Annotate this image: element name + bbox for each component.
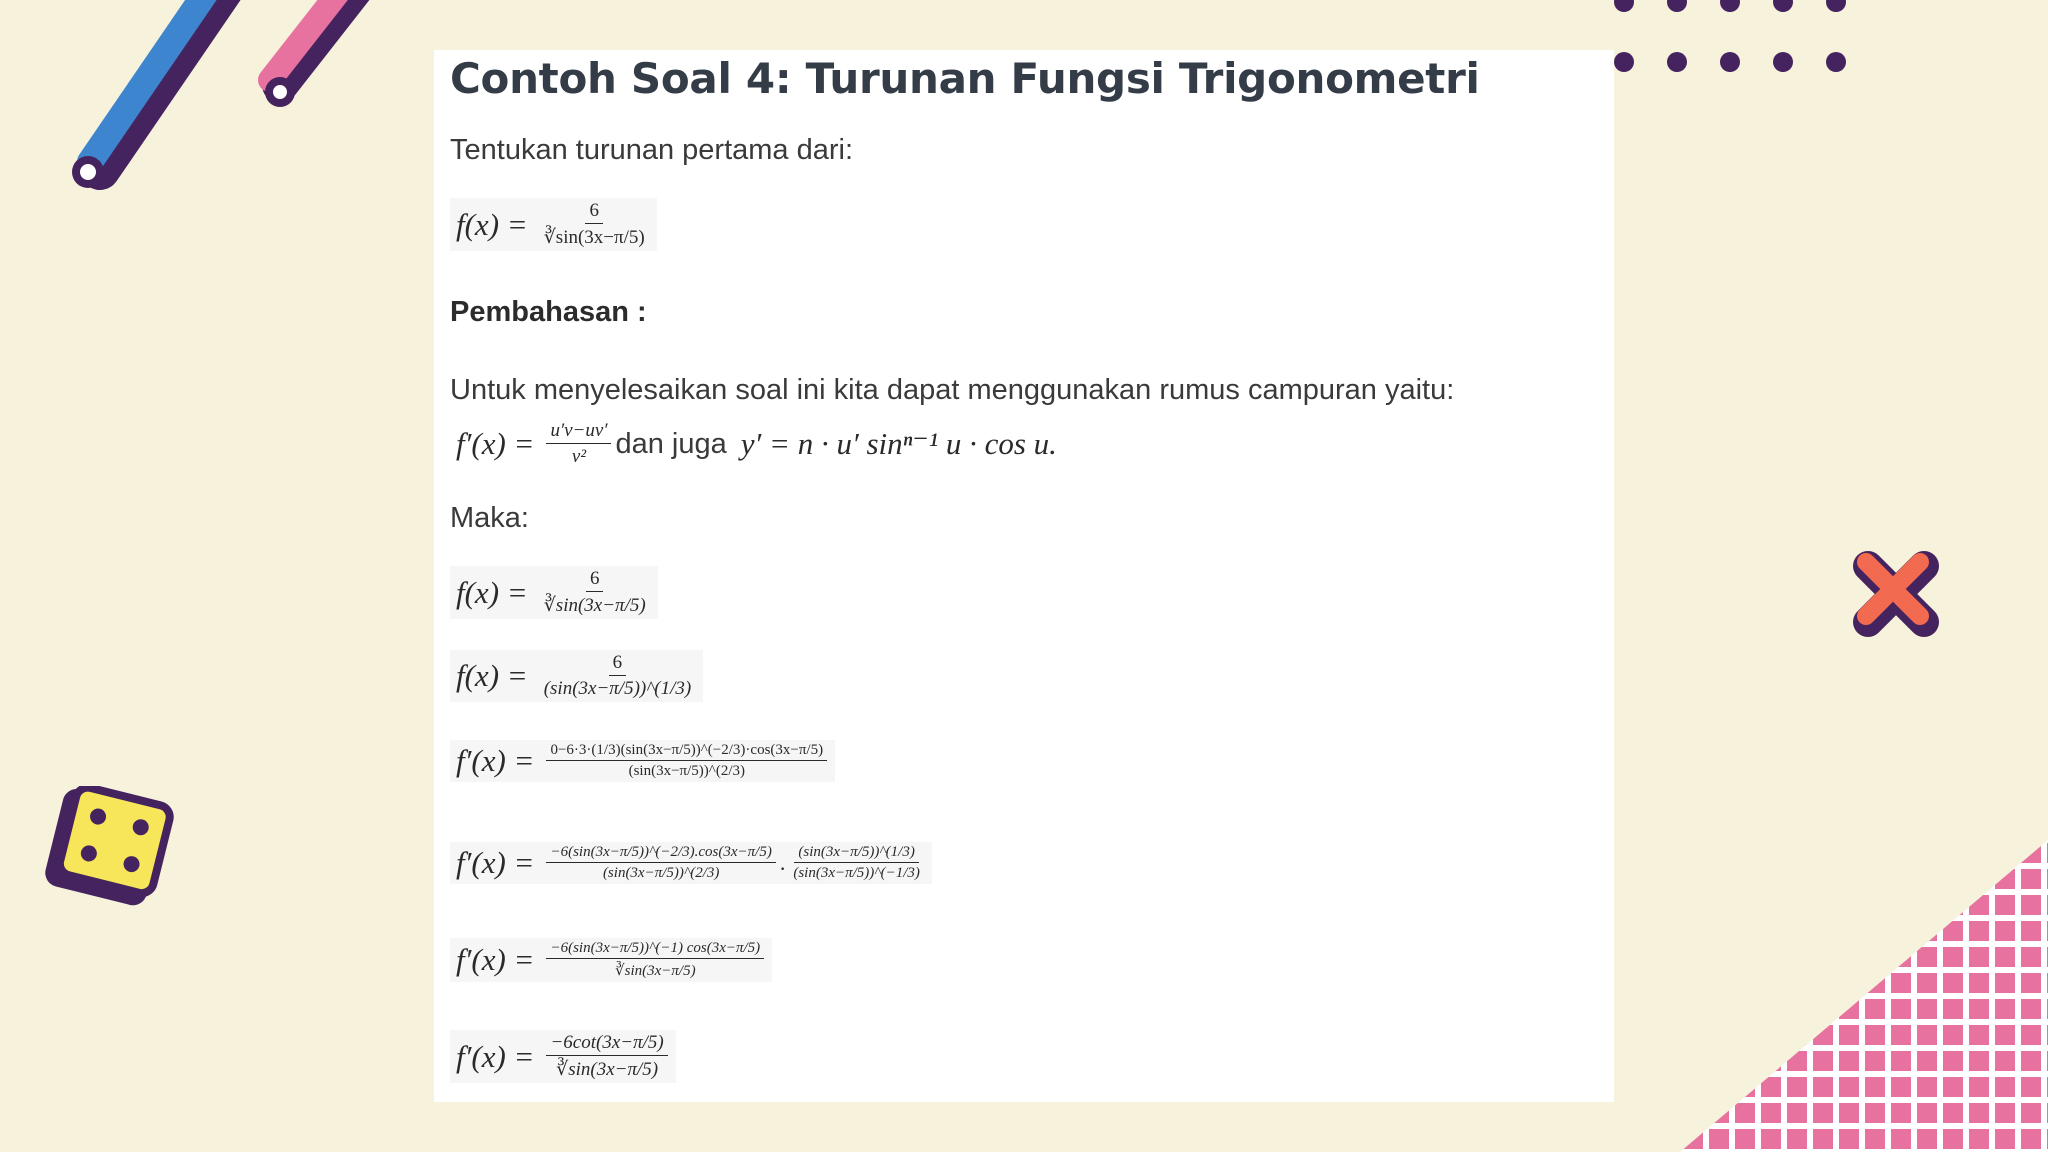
- fraction: [546, 844, 775, 882]
- multiply-dot: .: [779, 850, 786, 875]
- denominator: ∛sin(3x−π/5): [543, 227, 645, 248]
- connector-text: dan juga: [615, 427, 727, 460]
- content-card: [434, 50, 1614, 1102]
- fraction: [540, 652, 695, 700]
- step-formula: [450, 842, 932, 884]
- pipes-decoration: [50, 0, 410, 200]
- denominator: (sin(3x−π/5))^(2/3): [628, 763, 745, 779]
- intro-text: Tentukan turunan pertama dari:: [450, 134, 854, 166]
- numerator: 6: [586, 568, 604, 592]
- numerator: −6cot(3x−π/5): [546, 1032, 667, 1056]
- denominator: v²: [571, 446, 587, 467]
- numerator: −6(sin(3x−π/5))^(−1) cos(3x−π/5): [546, 940, 764, 959]
- dots-decoration: [1600, 0, 1860, 80]
- page-title: Contoh Soal 4: Turunan Fungsi Trigonometri: [450, 54, 1480, 103]
- grid-decoration: [1680, 840, 2048, 1152]
- pembahasan-heading: Pembahasan :: [450, 296, 647, 328]
- fraction: [540, 200, 649, 249]
- step-formula: [450, 650, 703, 702]
- numerator: 6: [585, 200, 603, 224]
- fraction: [540, 568, 650, 617]
- fraction: [789, 844, 924, 882]
- fraction: [546, 1032, 667, 1081]
- step-formula: [450, 1030, 676, 1083]
- formula-lhs: f′(x) =: [456, 1038, 535, 1074]
- denominator: (sin(3x−π/5))^(−1/3): [793, 865, 920, 881]
- x-mark-decoration: [1846, 544, 1946, 644]
- chain-rule: y′ = n · u′ sinⁿ⁻¹ u · cos u.: [740, 426, 1057, 461]
- problem-formula: [450, 198, 657, 251]
- step-formula: [450, 938, 772, 982]
- fraction: [546, 940, 764, 980]
- rule-formula: [450, 418, 1063, 470]
- numerator: 6: [609, 652, 627, 676]
- denominator: (sin(3x−π/5))^(1/3): [543, 678, 692, 699]
- fraction: [546, 742, 827, 780]
- numerator: u′v−uv′: [546, 420, 611, 444]
- maka-label: Maka:: [450, 502, 529, 534]
- numerator: 0−6·3·(1/3)(sin(3x−π/5))^(−2/3)·cos(3x−π/5): [546, 742, 827, 761]
- denominator: ∛sin(3x−π/5): [556, 1059, 659, 1080]
- formula-lhs: f′(x) =: [456, 845, 535, 880]
- denominator: (sin(3x−π/5))^(2/3): [602, 865, 720, 881]
- formula-lhs: f(x) =: [456, 658, 528, 693]
- fraction: [546, 420, 611, 468]
- formula-lhs: f′(x) =: [456, 942, 535, 977]
- formula-lhs: f(x) =: [456, 206, 528, 242]
- denominator: ∛sin(3x−π/5): [543, 595, 646, 616]
- formula-lhs: f′(x) =: [456, 426, 535, 461]
- step-formula: [450, 740, 835, 782]
- dice-decoration: [38, 786, 178, 916]
- formula-lhs: f(x) =: [456, 574, 528, 610]
- numerator: −6(sin(3x−π/5))^(−2/3).cos(3x−π/5): [546, 844, 775, 863]
- numerator: (sin(3x−π/5))^(1/3): [794, 844, 918, 863]
- step-formula: [450, 566, 658, 619]
- method-text: Untuk menyelesaikan soal ini kita dapat menggunakan rumus campuran yaitu:: [450, 374, 1455, 406]
- formula-lhs: f′(x) =: [456, 743, 535, 778]
- denominator: ∛sin(3x−π/5): [615, 963, 696, 979]
